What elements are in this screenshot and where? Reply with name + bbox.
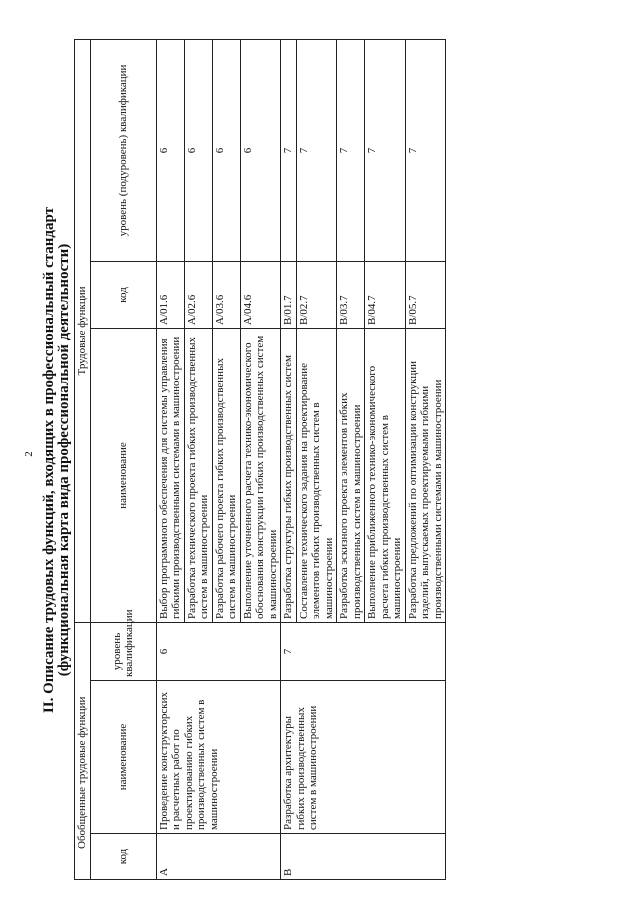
function-level-cell: 7 [365, 39, 406, 261]
section-subtitle: (функциональная карта вида профессиональной деятельности) [56, 243, 72, 677]
function-name-cell: Разработка предложений по оптимизации конструкции изделий, выпускаемых проектируемыми гибкими производственными системами в машиностроении [405, 328, 446, 622]
col-header-sublevel: уровень (подуровень) квалификации [90, 39, 156, 261]
function-name-cell: Выполнение уточненного расчета технико-экономического обоснования конструкции гибких производственных систем в машиностроении [240, 328, 281, 622]
function-level-cell: 6 [184, 39, 212, 261]
function-code-cell: B/01.7 [281, 261, 297, 328]
function-code-cell: B/02.7 [296, 261, 337, 328]
function-code-cell: B/05.7 [405, 261, 446, 328]
function-name-cell: Разработка рабочего проекта гибких производственных систем в машиностроении [212, 328, 240, 622]
function-name-cell: Выполнение приближенного технико-экономического расчета гибких производственных систем в машиностроении [365, 328, 406, 622]
group-name-cell: Проведение конструкторских и расчетных работ по проектированию гибких производственных систем в машиностроении [156, 681, 281, 834]
function-code-cell: A/02.6 [184, 261, 212, 328]
col-header-name: наименование [90, 681, 156, 834]
function-code-cell: B/04.7 [365, 261, 406, 328]
function-level-cell: 6 [156, 39, 184, 261]
function-level-cell: 7 [337, 39, 365, 261]
col-header-code: код [90, 834, 156, 880]
col-header-level: уровень квалификации [90, 622, 156, 680]
group-code-cell: B [281, 834, 446, 880]
rotated-page-content [42, 40, 622, 880]
function-level-cell: 7 [296, 39, 337, 261]
function-code-cell: B/03.7 [337, 261, 365, 328]
function-level-cell: 6 [212, 39, 240, 261]
functional-map-table [74, 39, 446, 880]
group-level-cell: 6 [156, 622, 281, 680]
function-level-cell: 7 [281, 39, 297, 261]
table-row [281, 39, 297, 879]
function-name-cell: Разработка технического проекта гибких производственных систем в машиностроении [184, 328, 212, 622]
group-name-cell: Разработка архитектуры гибких производственных систем в машиностроении [281, 681, 446, 834]
group-code-cell: A [156, 834, 281, 880]
generalized-functions-header: Обобщенные трудовые функции [75, 622, 91, 879]
function-code-cell: A/03.6 [212, 261, 240, 328]
labor-functions-header: Трудовые функции [75, 39, 91, 622]
function-level-cell: 6 [240, 39, 281, 261]
function-name-cell: Выбор программного обеспечения для системы управления гибкими производственными системами в машиностроении [156, 328, 184, 622]
group-level-cell: 7 [281, 622, 446, 680]
function-name-cell: Составление технического задания на проектирование элементов гибких производственных систем в машиностроении [296, 328, 337, 622]
function-name-cell: Разработка эскизного проекта элементов гибких производственных систем в машиностроении [337, 328, 365, 622]
col-header-function-code: код [90, 261, 156, 328]
function-level-cell: 7 [405, 39, 446, 261]
function-name-cell: Разработка структуры гибких производственных систем [281, 328, 297, 622]
function-code-cell: A/04.6 [240, 261, 281, 328]
header-row-groups [75, 39, 91, 879]
page-number: 2 [22, 451, 35, 457]
header-row-columns [90, 39, 156, 879]
section-title: II. Описание трудовых функций, входящих в профессиональный стандарт [41, 206, 57, 714]
function-code-cell: A/01.6 [156, 261, 184, 328]
col-header-function-name: наименование [90, 328, 156, 622]
table-row [156, 39, 184, 879]
